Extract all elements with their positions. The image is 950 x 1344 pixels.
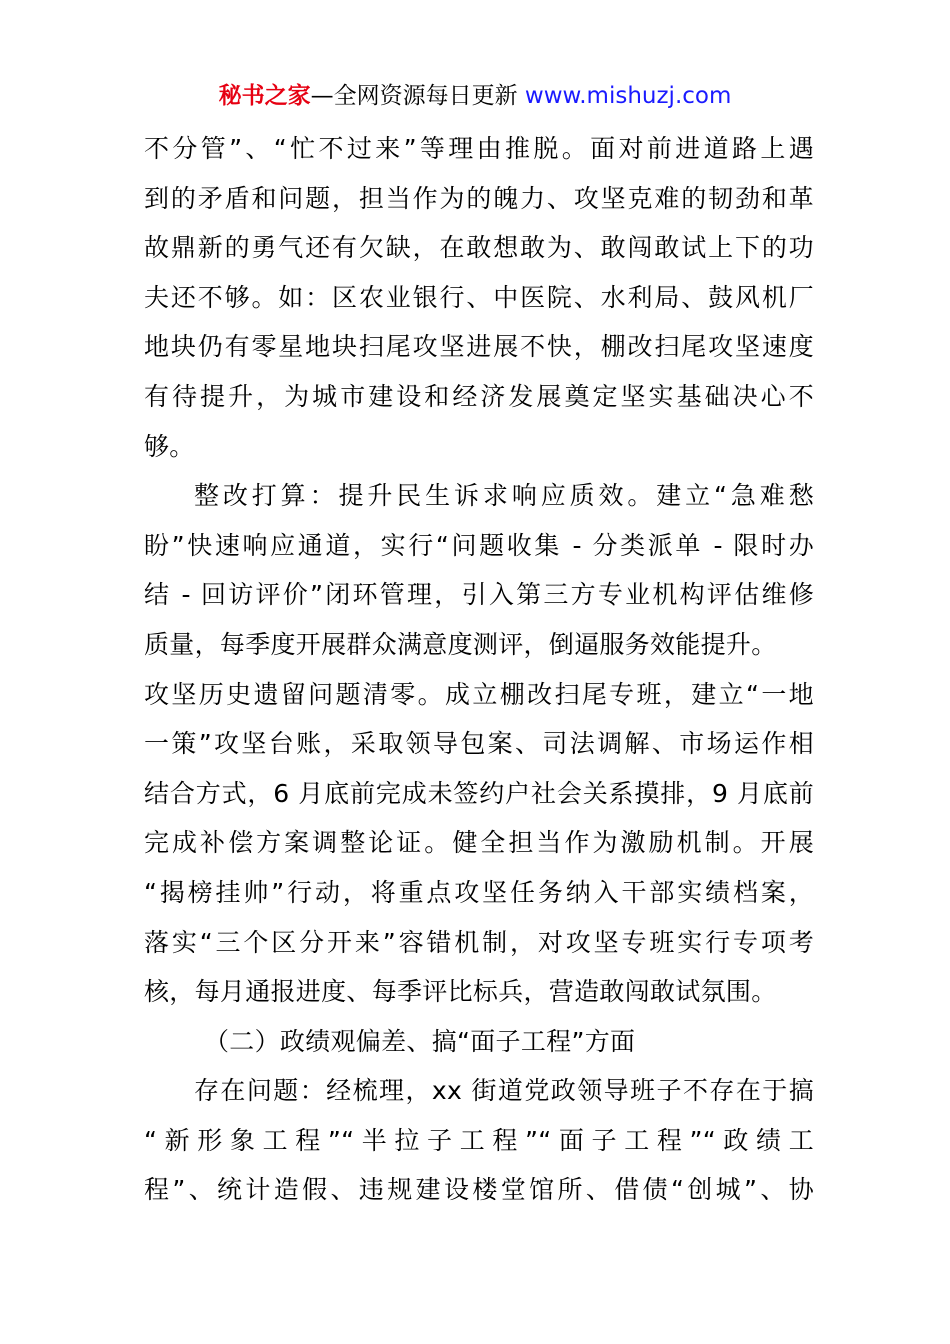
text-line: 有待提升，为城市建设和经济发展奠定坚实基础决心不 (144, 381, 814, 411)
text-line: 故鼎新的勇气还有欠缺，在敢想敢为、敢闯敢试上下的功 (144, 233, 814, 263)
paragraph-start-line: 存在问题：经梳理，xx 街道党政领导班子不存在于搞 (194, 1076, 814, 1106)
text-line: 结合方式，6 月底前完成未签约户社会关系摸排，9 月底前 (144, 778, 814, 808)
text-line: 一策”攻坚台账，采取领导包案、司法调解、市场运作相 (144, 729, 814, 759)
text-line: 核，每月通报进度、每季评比标兵，营造敢闯敢试氛围。 (144, 977, 777, 1007)
text-line: 盼”快速响应通道，实行“问题收集 - 分类派单 - 限时办 (144, 530, 814, 560)
text-line: 落实“三个区分开来”容错机制，对攻坚专班实行专项考 (144, 927, 814, 957)
text-line: 到的矛盾和问题，担当作为的魄力、攻坚克难的韧劲和革 (144, 183, 814, 213)
text-line: 不分管”、“忙不过来”等理由推脱。面对前进道路上遇 (144, 134, 814, 163)
text-line: 程”、统计造假、违规建设楼堂馆所、借债“创城”、协 (144, 1175, 814, 1205)
text-line: 质量，每季度开展群众满意度测评，倒逼服务效能提升。 (144, 629, 777, 659)
text-line: 夫还不够。如：区农业银行、中医院、水利局、鼓风机厂 (144, 282, 814, 312)
paragraph-start-line: 整改打算：提升民生诉求响应质效。建立“急难愁 (194, 481, 814, 511)
site-brand: 秘书之家 (218, 83, 311, 109)
text-line: 完成补偿方案调整论证。健全担当作为激励机制。开展 (144, 828, 814, 858)
section-heading: （二）政绩观偏差、搞“面子工程”方面 (204, 1026, 636, 1056)
document-body (144, 124, 814, 1215)
text-line: 攻坚历史遗留问题清零。成立棚改扫尾专班，建立“一地 (144, 679, 814, 709)
text-line: “新形象工程”“半拉子工程”“面子工程”“政绩工 (144, 1125, 814, 1155)
text-line: 结 - 回访评价”闭环管理，引入第三方专业机构评估维修 (144, 580, 814, 610)
text-line: 地块仍有零星地块扫尾攻坚进展不快，棚改扫尾攻坚速度 (144, 332, 814, 362)
site-tagline: —全网资源每日更新 (310, 83, 518, 109)
text-line: 够。 (144, 431, 195, 461)
text-line: “揭榜挂帅”行动，将重点攻坚任务纳入干部实绩档案， (144, 877, 814, 907)
site-url-link[interactable]: www.mishuzj.com (524, 83, 732, 109)
page-header (0, 80, 950, 112)
